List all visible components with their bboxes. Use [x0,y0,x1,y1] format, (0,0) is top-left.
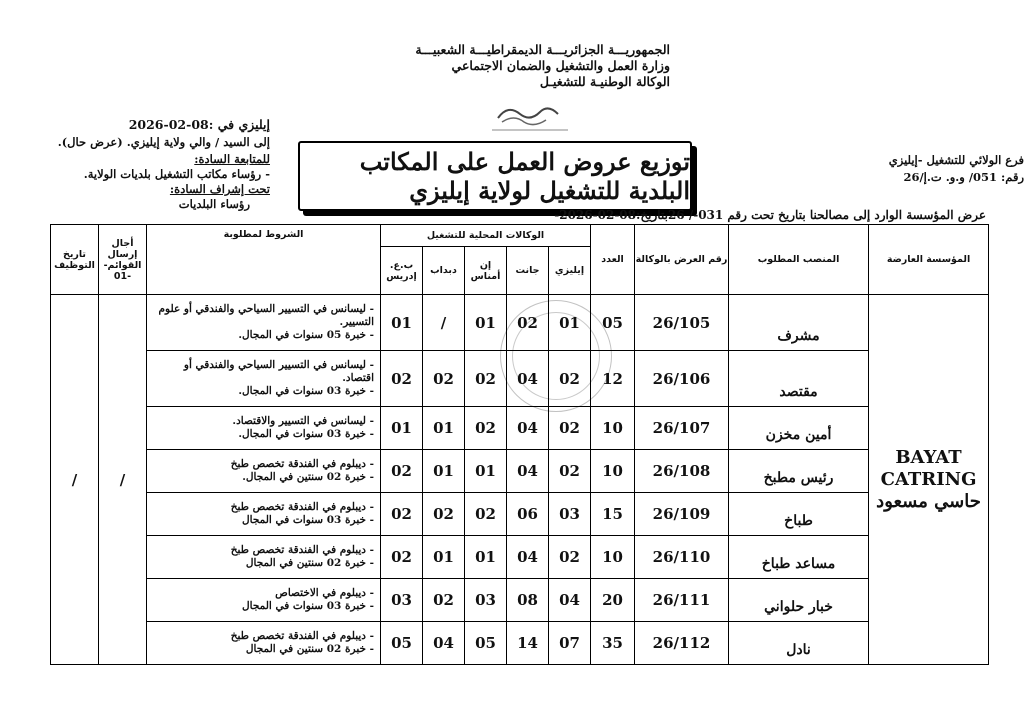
ministry-line: وزارة العمل والتشغيل والضمان الاجتماعي [451,58,670,73]
condition-item: - خبرة 03 سنوات في المجال [149,600,374,613]
header-agency-debdeb: دبداب [423,247,465,295]
offer-number-cell: 26/112 [635,622,729,665]
header-conditions: الشروط لمطلوبة [147,225,381,295]
agency-count-cell: 01 [381,295,423,351]
agency-line: الوكالة الوطنيـة للتشغيـل [539,74,670,89]
deadline-cell: / [99,295,147,665]
agency-logo [488,100,572,136]
header-offer-number: رقم العرض بالوكالة [635,225,729,295]
total-count-cell: 12 [591,351,635,407]
condition-item: - خبرة 02 سنتين في المجال. [149,471,374,484]
agency-count-cell: 08 [507,579,549,622]
agency-count-cell: 02 [381,536,423,579]
agency-count-cell: 04 [423,622,465,665]
republic-line: الجمهوريـــة الجزائريـــة الديمقراطيـــة الشعبيـــة [415,42,670,57]
agency-count-cell: 02 [381,493,423,536]
total-count-cell: 20 [591,579,635,622]
table-row [51,579,989,622]
position-cell: أمين مخزن [729,407,869,450]
agency-count-cell: 01 [465,536,507,579]
agency-count-cell: 06 [507,493,549,536]
branch-line: فرع الولائي للتشغيل -إيليزي [888,153,1024,167]
position-cell: مساعد طباخ [729,536,869,579]
agency-count-cell: 01 [423,536,465,579]
agency-count-cell: 03 [381,579,423,622]
reference-line: رقم: 051/ و.و. ت.إ/26 [903,170,1024,184]
date-line: إيليزي في :08-02-2026 [128,117,270,132]
condition-item: - ليسانس في التسيير السياحي والفندقي أو اقتصاد. [149,359,374,385]
condition-item: - ديبلوم في الاختصاص [149,587,374,600]
conditions-cell [147,536,381,579]
institution-name-line2: CATRING [880,468,977,490]
institution-name-line1: BAYAT [895,446,962,468]
agency-count-cell: 01 [423,450,465,493]
condition-item: - ليسانس في التسيير والاقتصاد. [149,415,374,428]
position-cell: مقتصد [729,351,869,407]
offer-number-cell: 26/109 [635,493,729,536]
agency-count-cell: 02 [549,450,591,493]
agency-count-cell: 07 [549,622,591,665]
agency-count-cell: 02 [465,493,507,536]
supervision-value: رؤساء البلديات [178,197,250,211]
offer-number-cell: 26/111 [635,579,729,622]
condition-item: - ليسانس في التسيير السياحي والفندقي أو علوم التسيير. [149,303,374,329]
header-agency-inamenas: إن أمناس [465,247,507,295]
offer-number-cell: 26/106 [635,351,729,407]
agency-count-cell: 02 [381,351,423,407]
header-count: العدد [591,225,635,295]
condition-item: - خبرة 03 سنوات في المجال [149,514,374,527]
header-position: المنصب المطلوب [729,225,869,295]
header-deadline: أجال إرسال القوائم- 01- [99,225,147,295]
condition-item: - خبرة 05 سنوات في المجال. [149,329,374,342]
table-row [51,450,989,493]
agency-count-cell: 01 [465,295,507,351]
offer-subtitle: عرض المؤسسة الوارد إلى مصالحنا بتاريخ تحت رقم 031-/ 26بتاريخ:08-02-2026- [554,208,986,222]
agency-count-cell: 02 [423,351,465,407]
agency-count-cell: 01 [423,407,465,450]
agency-count-cell: 04 [549,579,591,622]
header-agency-illizi: إيليزي [549,247,591,295]
condition-item: - ديبلوم في الفندقة تخصص طبخ [149,544,374,557]
total-count-cell: 10 [591,450,635,493]
header-institution: المؤسسة العارضة [869,225,989,295]
agency-count-cell: 02 [549,536,591,579]
document-title: توزيع عروض العمل على المكاتب البلدية للتشغيل لولاية إيليزي [359,147,690,205]
condition-item: - خبرة 02 سنتين في المجال [149,557,374,570]
offer-number-cell: 26/110 [635,536,729,579]
total-count-cell: 15 [591,493,635,536]
agency-count-cell: 03 [549,493,591,536]
condition-item: - ديبلوم في الفندقة تخصص طبخ [149,501,374,514]
position-cell: مشرف [729,295,869,351]
hire-date-cell: / [51,295,99,665]
header-hire-date: تاريخ التوظيف [51,225,99,295]
agency-count-cell: 03 [465,579,507,622]
condition-item: - خبرة 02 سنتين في المجال [149,643,374,656]
total-count-cell: 10 [591,407,635,450]
table-row [51,295,989,351]
condition-item: - خبرة 03 سنوات في المجال. [149,385,374,398]
follow-label: للمتابعة السادة: [194,152,270,166]
total-count-cell: 10 [591,536,635,579]
conditions-cell [147,450,381,493]
job-offers-table [50,224,989,665]
position-cell: نادل [729,622,869,665]
agency-count-cell: 04 [507,407,549,450]
agency-count-cell: 01 [381,407,423,450]
institution-cell [869,295,989,665]
agency-count-cell: 05 [465,622,507,665]
conditions-cell [147,493,381,536]
position-cell: طباخ [729,493,869,536]
conditions-cell [147,622,381,665]
table-row [51,622,989,665]
conditions-cell [147,295,381,351]
agency-count-cell: 04 [507,450,549,493]
agency-count-cell: 04 [507,536,549,579]
agency-count-cell: 02 [465,407,507,450]
position-cell: رئيس مطبخ [729,450,869,493]
conditions-cell [147,407,381,450]
agency-count-cell: 02 [465,351,507,407]
agency-count-cell: / [423,295,465,351]
agency-count-cell: 02 [507,295,549,351]
agency-count-cell: 02 [549,351,591,407]
agency-count-cell: 04 [507,351,549,407]
offer-number-cell: 26/105 [635,295,729,351]
total-count-cell: 35 [591,622,635,665]
to-line: إلى السيد / والي ولاية إيليزي. (عرض حال). [57,135,270,149]
conditions-cell [147,351,381,407]
position-cell: خبار حلواني [729,579,869,622]
document-title-box [298,141,692,211]
offer-number-cell: 26/107 [635,407,729,450]
offer-number-cell: 26/108 [635,450,729,493]
table-row [51,493,989,536]
header-agencies: الوكالات المحلية للتشغيل [381,225,591,247]
table-row [51,407,989,450]
condition-item: - خبرة 03 سنوات في المجال. [149,428,374,441]
agency-count-cell: 01 [465,450,507,493]
agency-count-cell: 02 [549,407,591,450]
total-count-cell: 05 [591,295,635,351]
table-row [51,536,989,579]
conditions-cell [147,579,381,622]
agency-count-cell: 02 [423,579,465,622]
condition-item: - ديبلوم في الفندقة تخصص طبخ [149,630,374,643]
follow-value: - رؤساء مكاتب التشغيل بلديات الولاية. [83,167,270,181]
header-agency-djanet: جانت [507,247,549,295]
agency-count-cell: 02 [423,493,465,536]
agency-count-cell: 02 [381,450,423,493]
agency-count-cell: 14 [507,622,549,665]
agency-count-cell: 01 [549,295,591,351]
supervision-label: تحت إشراف السادة: [169,182,270,196]
condition-item: - ديبلوم في الفندقة تخصص طبخ [149,458,374,471]
institution-location: حاسي مسعود [876,490,981,512]
agency-count-cell: 05 [381,622,423,665]
header-agency-bordj: ب.ع. إدريس [381,247,423,295]
table-row [51,351,989,407]
